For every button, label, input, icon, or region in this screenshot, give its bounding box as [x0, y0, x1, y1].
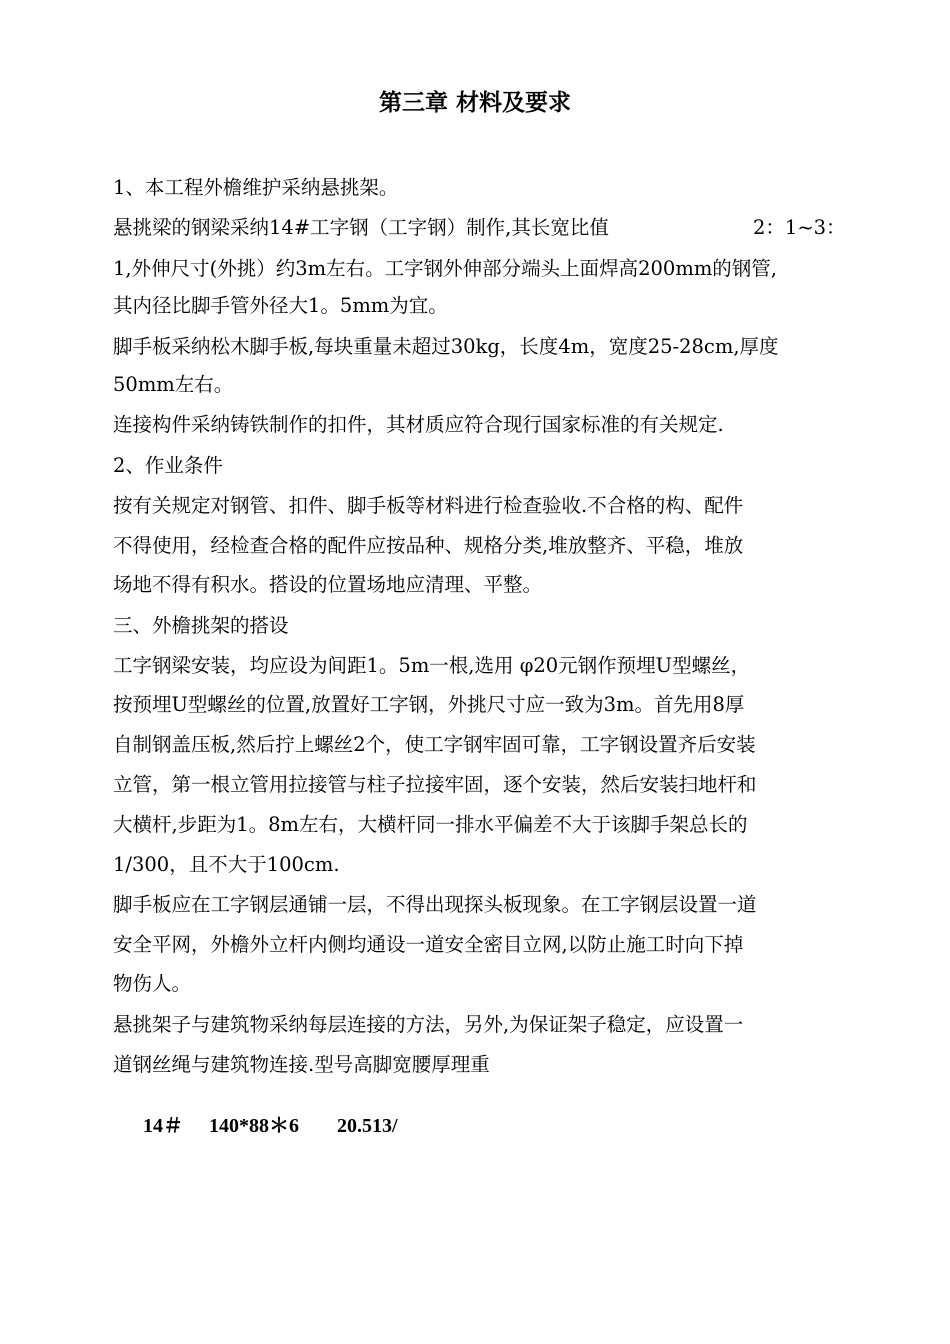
paragraph-line: 立管，第一根立管用拉接管与柱子拉接牢固，逐个安装，然后安装扫地杆和 — [113, 773, 757, 796]
ratio-text: 2：1~3： — [753, 216, 846, 239]
paragraph-line: 按预埋U型螺丝的位置,放置好工字钢，外挑尺寸应一致为3m。首先用8厚 — [113, 693, 745, 716]
paragraph-line: 工字钢梁安装，均应设为间距1。5m一根,选用 φ20元钢作预埋U型螺丝， — [113, 654, 751, 677]
paragraph-line: 道钢丝绳与建筑物连接.型号高脚宽腰厚理重 — [113, 1053, 490, 1076]
paragraph-line: 连接构件采纳铸铁制作的扣件，其材质应符合现行国家标准的有关规定. — [113, 413, 724, 436]
paragraph-line: 按有关规定对钢管、扣件、脚手板等材料进行检查验收.不合格的构、配件 — [113, 494, 744, 517]
paragraph-line: 场地不得有积水。搭设的位置场地应清理、平整。 — [113, 573, 543, 596]
paragraph-line: 1,外伸尺寸(外挑）约3m左右。工字钢外伸部分端头上面焊高200mm的钢管, — [113, 257, 778, 280]
table-cell-size: 140*88＊6 — [209, 1115, 299, 1137]
table-cell-weight: 20.513/ — [337, 1115, 398, 1137]
paragraph-line: 自制钢盖压板,然后拧上螺丝2个，使工字钢牢固可靠，工字钢设置齐后安装 — [113, 733, 756, 756]
paragraph-line: 脚手板采纳松木脚手板,每块重量未超过30kg，长度4m，宽度25-28cm,厚度 — [113, 335, 779, 358]
chapter-title: 第三章 材料及要求 — [378, 90, 571, 116]
paragraph-line: 悬挑架子与建筑物采纳每层连接的方法，另外,为保证架子稳定，应设置一 — [113, 1013, 744, 1036]
section-heading: 2、作业条件 — [113, 454, 223, 477]
paragraph-line — [113, 214, 847, 242]
paragraph-line-text: 悬挑梁的钢梁采纳14#工字钢（工字钢）制作,其长宽比值 — [113, 216, 609, 239]
paragraph-line: 50mm左右。 — [113, 373, 234, 396]
paragraph-line: 物伤人。 — [113, 972, 192, 995]
paragraph-line: 安全平网，外檐外立杆内侧均通设一道安全密目立网,以防止施工时向下掉 — [113, 933, 744, 956]
table-cell-model: 14＃ — [143, 1115, 183, 1137]
paragraph-line: 不得使用，经检查合格的配件应按品种、规格分类,堆放整齐、平稳，堆放 — [113, 534, 744, 557]
section-heading: 三、外檐挑架的搭设 — [113, 614, 289, 637]
paragraph-line: 大横杆,步距为1。8m左右，大横杆同一排水平偏差不大于该脚手架总长的 — [113, 813, 748, 836]
paragraph-line: 其内径比脚手管外径大1。5mm为宜。 — [113, 294, 448, 317]
paragraph-line: 1/300，且不大于100cm. — [113, 853, 340, 876]
paragraph-line: 1、本工程外檐维护采纳悬挑架。 — [113, 176, 399, 199]
paragraph-line: 脚手板应在工字钢层通铺一层，不得出现探头板现象。在工字钢层设置一道 — [113, 893, 757, 916]
